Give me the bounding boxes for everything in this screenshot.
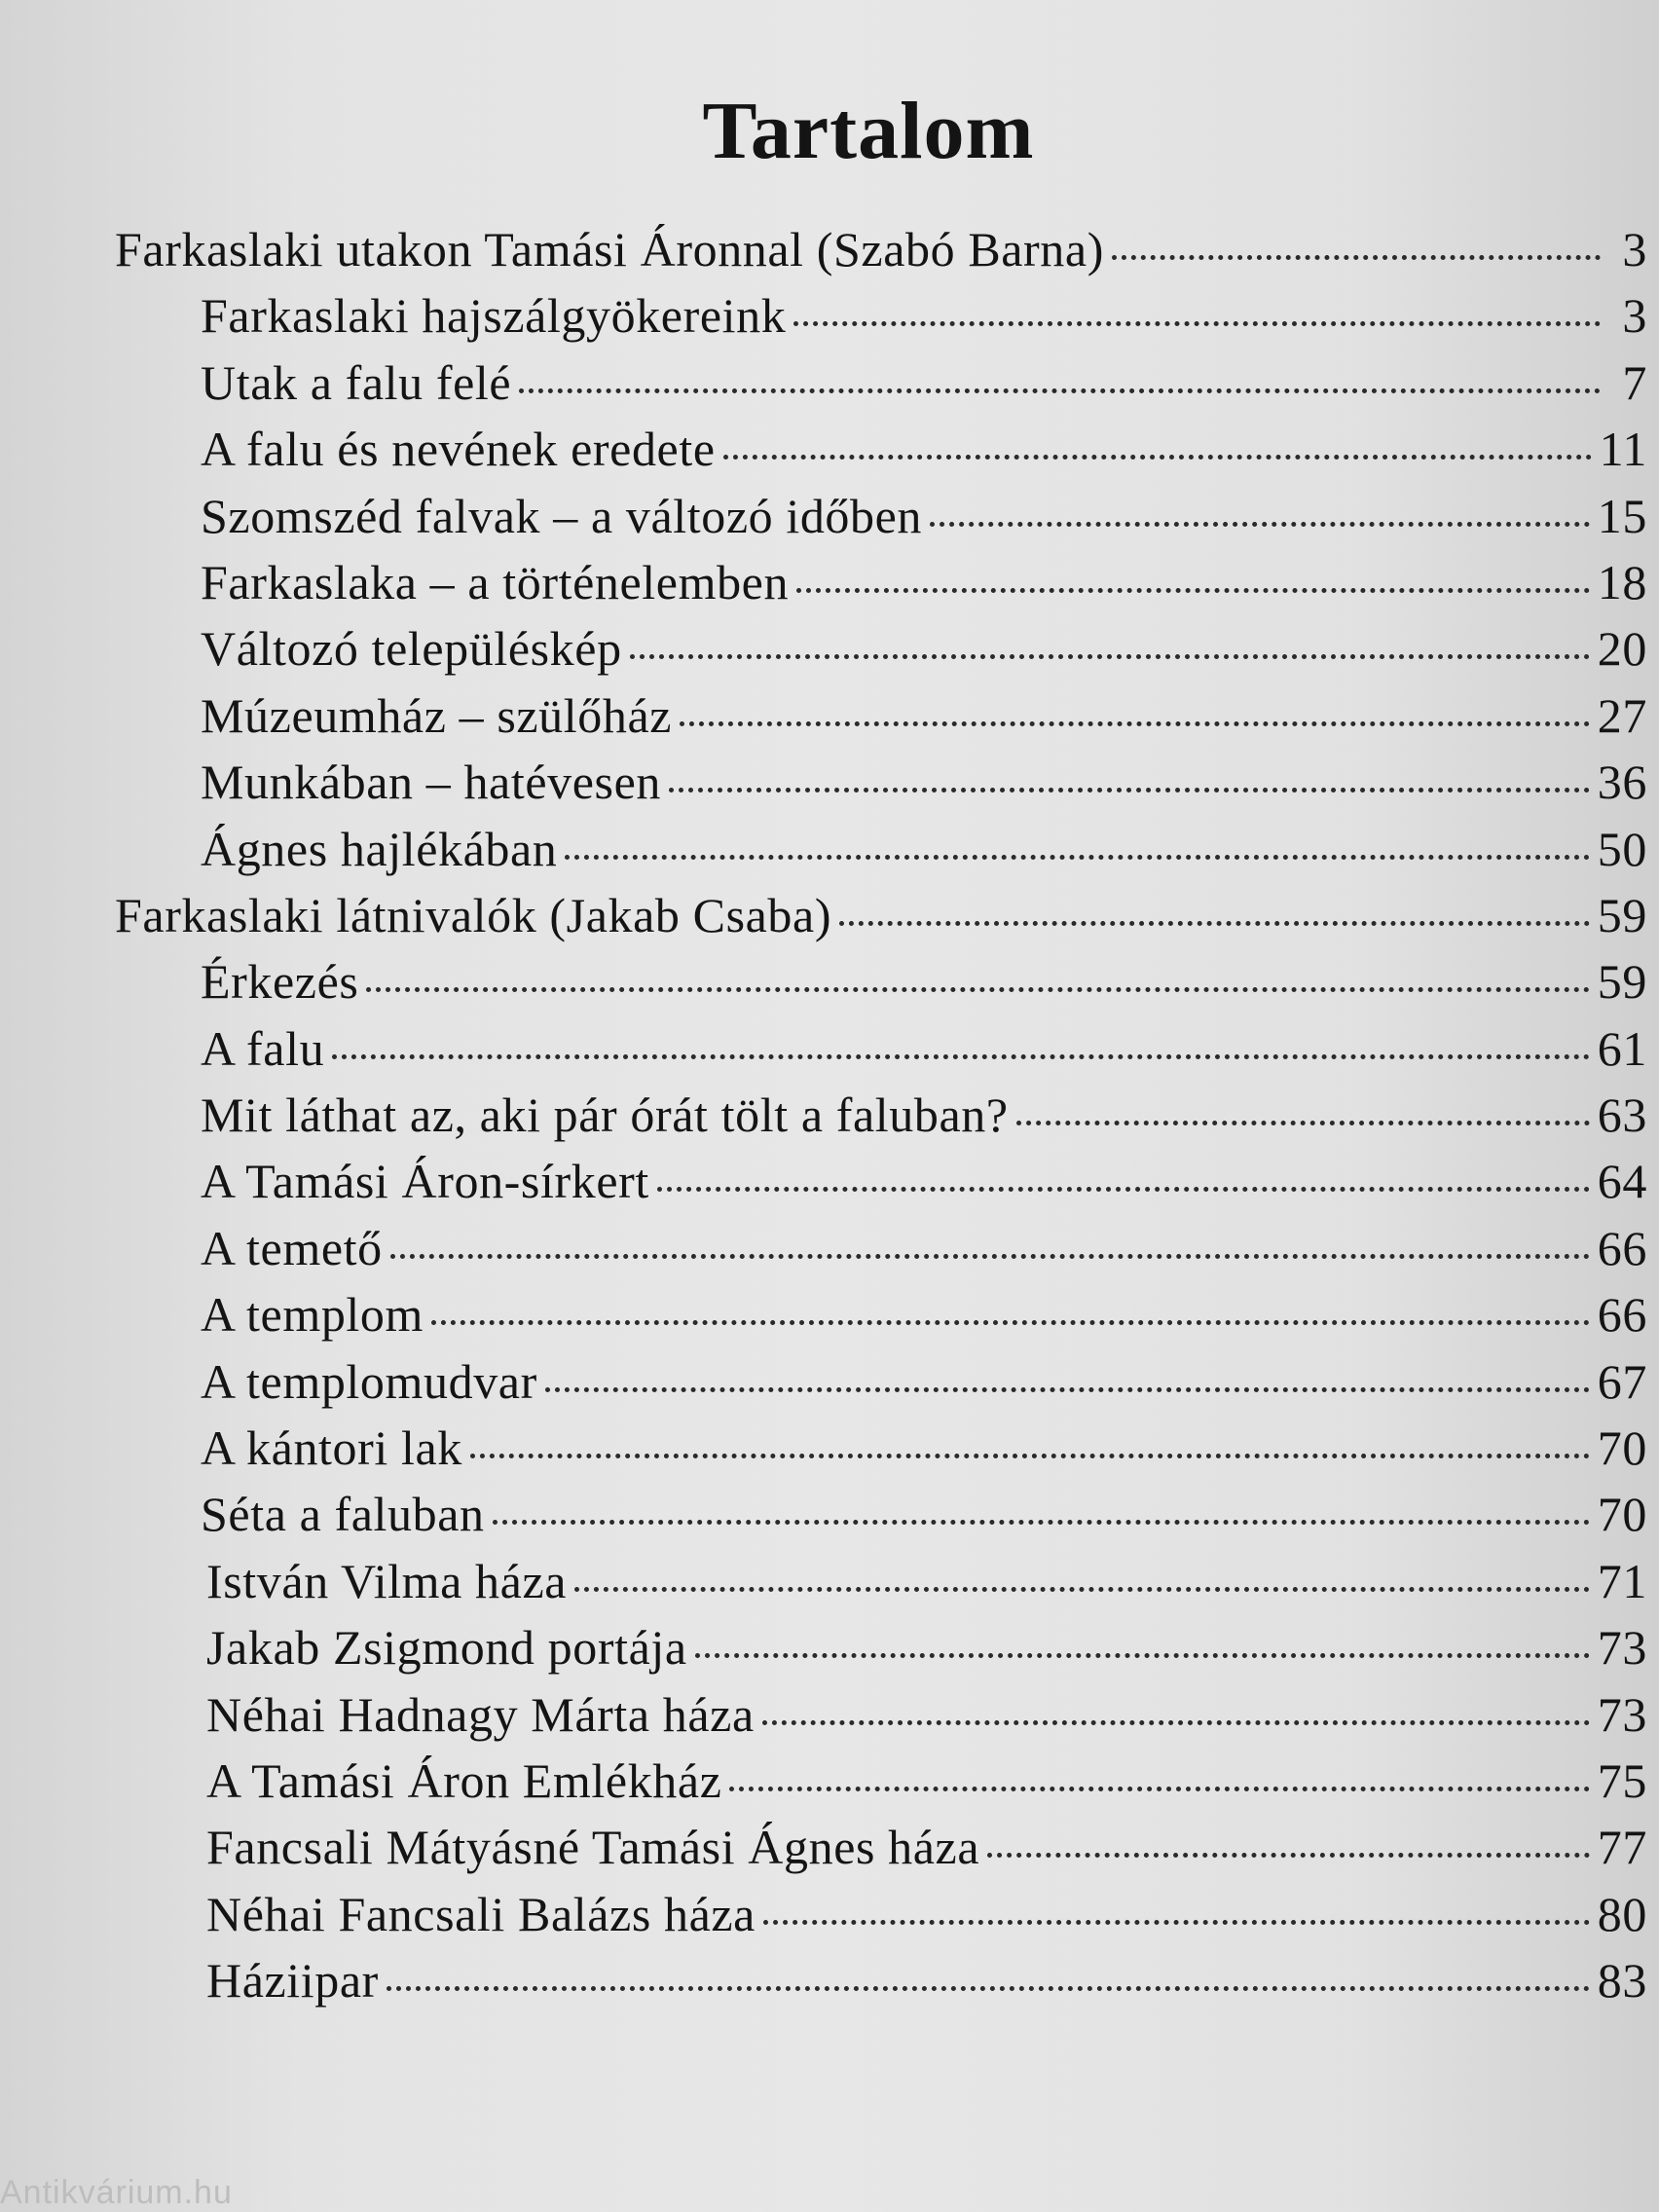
- toc-entry: [115, 1748, 1647, 1814]
- dot-leader: [930, 522, 1590, 527]
- toc-section: [115, 216, 1647, 282]
- page-number: 59: [1597, 954, 1647, 1010]
- toc-entry: [115, 1614, 1647, 1680]
- toc-entry: [115, 1348, 1647, 1415]
- toc-entry-title: Érkezés: [201, 954, 359, 1010]
- toc-entry-title: Háziipar: [206, 1953, 379, 2009]
- toc-entry: [115, 1481, 1647, 1547]
- page-number: 59: [1597, 887, 1647, 942]
- dot-leader: [695, 1653, 1590, 1658]
- toc-entry: [115, 1681, 1647, 1748]
- page-number: 11: [1599, 422, 1647, 477]
- page-number: 15: [1597, 488, 1647, 543]
- toc-entry: [115, 948, 1647, 1014]
- dot-leader: [1112, 255, 1601, 260]
- toc-entry-title: A falu és nevének eredete: [201, 422, 716, 477]
- dot-leader: [763, 1920, 1590, 1925]
- toc-entry-title: Fancsali Mátyásné Tamási Ágnes háza: [206, 1820, 980, 1875]
- page-number: 71: [1597, 1553, 1647, 1608]
- page-number: 3: [1622, 222, 1647, 276]
- toc-entry: [115, 1548, 1647, 1614]
- dot-leader: [680, 721, 1590, 726]
- dot-leader: [1016, 1121, 1590, 1125]
- page-number: 63: [1597, 1088, 1647, 1143]
- toc-entry-title: Néhai Hadnagy Márta háza: [206, 1686, 755, 1742]
- toc-entry-title: István Vilma háza: [206, 1553, 568, 1608]
- page-number: 66: [1597, 1220, 1647, 1275]
- dot-leader: [390, 1254, 1590, 1259]
- dot-leader: [669, 788, 1590, 793]
- dot-leader: [470, 1454, 1590, 1458]
- dot-leader: [431, 1320, 1590, 1325]
- toc-entry-title: Múzeumház – szülőház: [201, 687, 673, 743]
- toc-entry-title: A temető: [201, 1220, 383, 1275]
- toc-entry-title: A Tamási Áron Emlékház: [206, 1752, 722, 1808]
- dot-leader: [565, 855, 1589, 860]
- dot-leader: [366, 987, 1589, 992]
- toc-entry: [115, 1215, 1647, 1281]
- page-number: 64: [1597, 1154, 1647, 1209]
- page-title: Tartalom: [702, 86, 1035, 176]
- page-number: 75: [1597, 1752, 1647, 1808]
- dot-leader: [332, 1054, 1590, 1059]
- dot-leader: [493, 1520, 1590, 1525]
- toc-entry: [115, 1814, 1647, 1880]
- toc-entry: [115, 682, 1647, 749]
- dot-leader: [839, 921, 1590, 926]
- toc-entry: [115, 282, 1647, 349]
- toc-entry: [115, 749, 1647, 815]
- dot-leader: [574, 1587, 1590, 1592]
- toc-entry-title: Változó településkép: [201, 621, 622, 677]
- page-number: 3: [1622, 288, 1647, 344]
- toc-entry: [115, 416, 1647, 482]
- page-number: 73: [1597, 1620, 1647, 1676]
- page-number: 27: [1597, 687, 1647, 743]
- toc-section-title: Farkaslaki utakon Tamási Áronnal (Szabó Barna): [115, 222, 1104, 276]
- page-number: 80: [1597, 1886, 1647, 1941]
- page-number: 70: [1597, 1420, 1647, 1476]
- toc-entry-title: Mit láthat az, aki pár órát tölt a faluban?: [201, 1088, 1009, 1143]
- page-number: 77: [1597, 1820, 1647, 1875]
- toc-entry-title: Néhai Fancsali Balázs háza: [206, 1886, 756, 1941]
- toc-entry-title: Ágnes hajlékában: [201, 821, 558, 876]
- toc-entry-title: A kántori lak: [201, 1420, 462, 1476]
- toc-entry-title: Farkaslaka – a történelemben: [201, 554, 790, 609]
- dot-leader: [630, 654, 1590, 659]
- toc-entry-title: A falu: [201, 1020, 325, 1076]
- dot-leader: [545, 1387, 1590, 1392]
- page-number: 66: [1597, 1287, 1647, 1343]
- page-number: 50: [1597, 821, 1647, 876]
- toc-entry: [115, 816, 1647, 882]
- toc-section: [115, 882, 1647, 948]
- watermark: Antikvárium.hu: [0, 2174, 233, 2211]
- dot-leader: [987, 1853, 1590, 1858]
- toc-entry: [115, 1015, 1647, 1082]
- page-number: 83: [1597, 1953, 1647, 2009]
- page-number: 7: [1622, 354, 1647, 410]
- page-number: 70: [1597, 1487, 1647, 1542]
- toc-entry-title: A templomudvar: [201, 1353, 537, 1409]
- dot-leader: [729, 1787, 1589, 1791]
- toc-entry-title: Jakab Zsigmond portája: [206, 1620, 687, 1676]
- toc-entry: [115, 1881, 1647, 1947]
- toc-section-title: Farkaslaki látnivalók (Jakab Csaba): [115, 887, 832, 942]
- page-number: 18: [1597, 554, 1647, 609]
- toc-entry: [115, 1415, 1647, 1481]
- dot-leader: [519, 388, 1601, 393]
- toc-entry-title: Séta a faluban: [201, 1487, 485, 1542]
- toc-entry-title: A Tamási Áron-sírkert: [201, 1154, 649, 1209]
- toc-entry-title: Farkaslaki hajszálgyökereink: [201, 288, 787, 344]
- dot-leader: [793, 321, 1601, 326]
- dot-leader: [762, 1720, 1590, 1725]
- page-number: 73: [1597, 1686, 1647, 1742]
- dot-leader: [723, 455, 1592, 460]
- toc-entry: [115, 1281, 1647, 1347]
- toc-entry: [115, 549, 1647, 615]
- dot-leader: [796, 588, 1590, 593]
- toc-entry: [115, 350, 1647, 416]
- toc-entry: [115, 1148, 1647, 1214]
- dot-leader: [657, 1187, 1590, 1192]
- page-number: 36: [1597, 755, 1647, 810]
- toc-entry: [115, 1947, 1647, 2013]
- toc-entry-title: Munkában – hatévesen: [201, 755, 661, 810]
- toc-entry: [115, 1082, 1647, 1148]
- toc-entry: [115, 483, 1647, 549]
- page-number: 20: [1597, 621, 1647, 677]
- toc-entry-title: Utak a falu felé: [201, 354, 512, 410]
- page-number: 61: [1597, 1020, 1647, 1076]
- toc-entry-title: A templom: [201, 1287, 424, 1343]
- page-number: 67: [1597, 1353, 1647, 1409]
- dot-leader: [387, 1986, 1590, 1991]
- table-of-contents: [115, 216, 1647, 2014]
- toc-entry-title: Szomszéd falvak – a változó időben: [201, 488, 923, 543]
- toc-entry: [115, 615, 1647, 682]
